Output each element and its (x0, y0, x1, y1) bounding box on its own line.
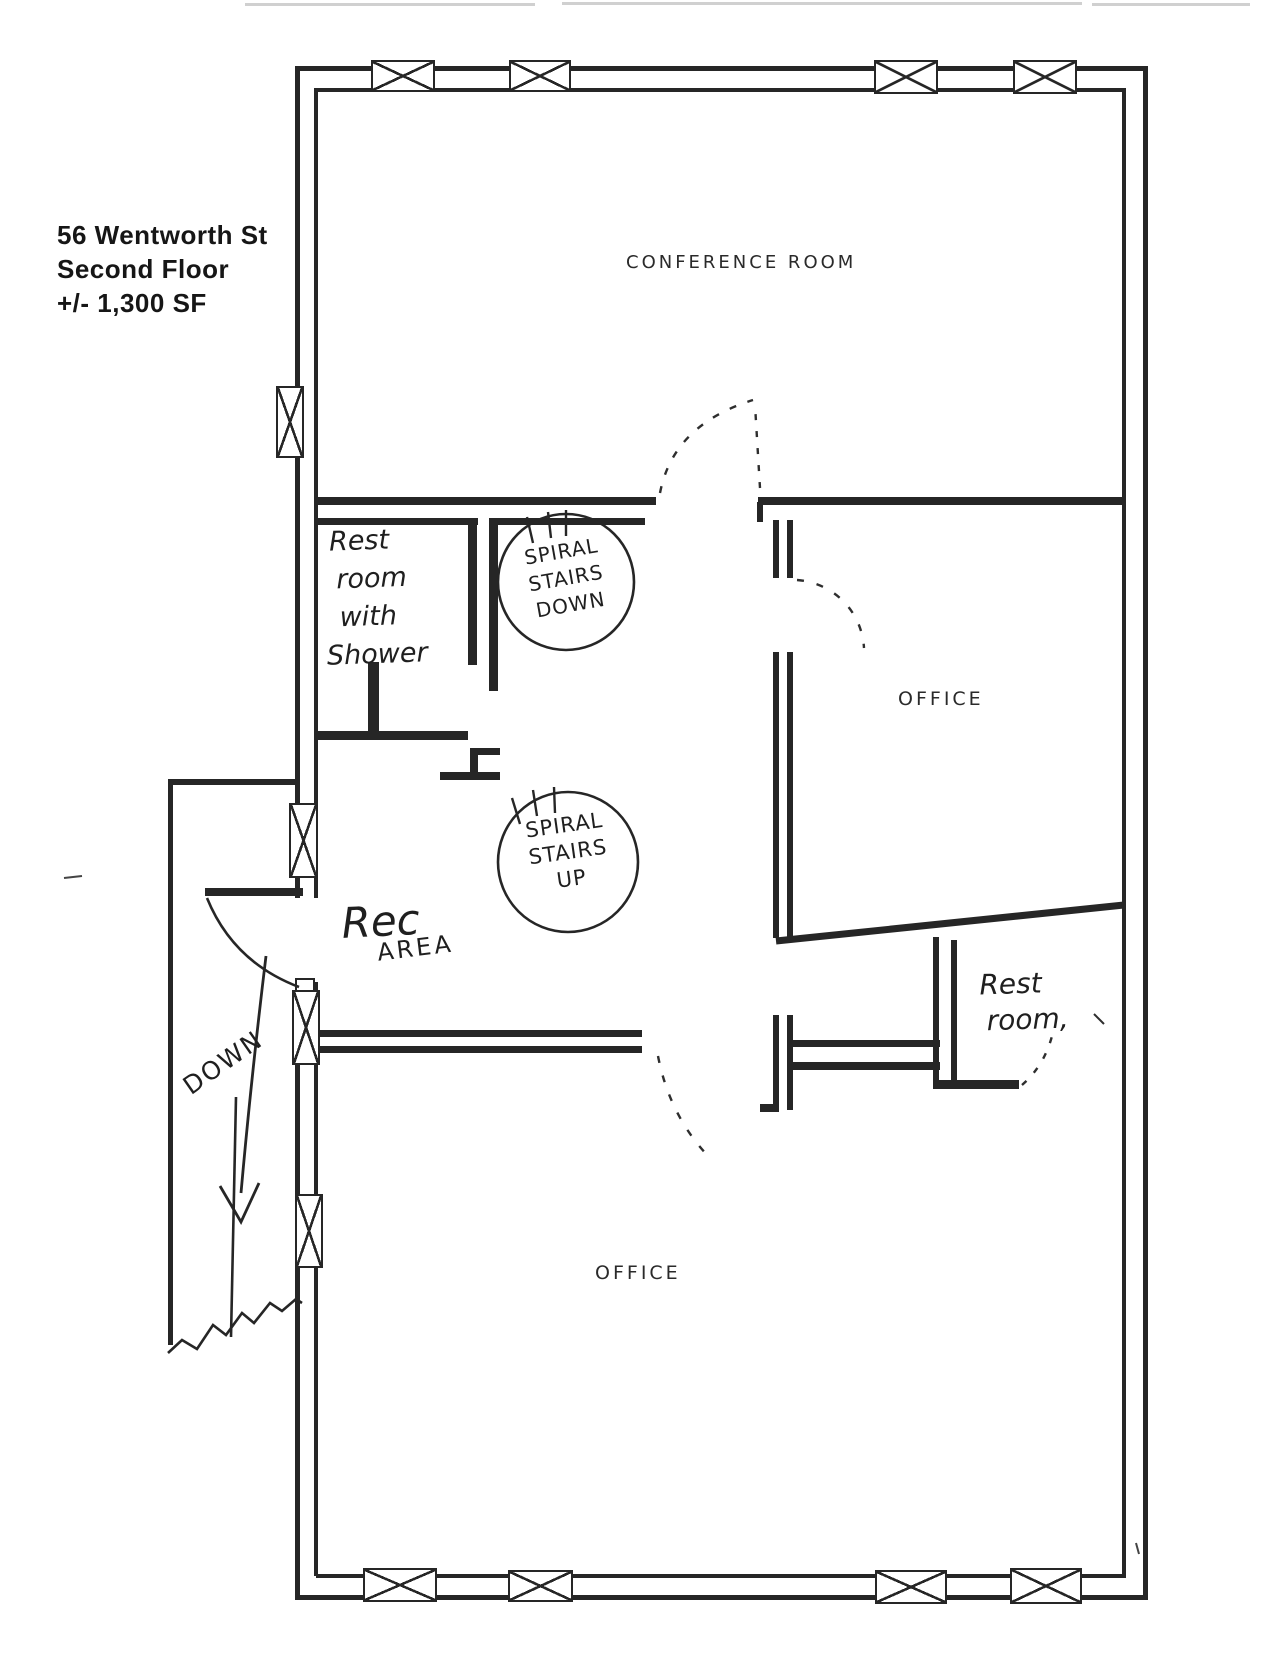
door-swing-conference (660, 400, 753, 493)
title-address: 56 Wentworth St (57, 220, 268, 250)
down-arrow-head (220, 1183, 259, 1222)
room-label-rec-area: Rec AREA (340, 894, 456, 967)
stray-mark (1094, 1014, 1104, 1024)
room-label-restroom-shower: Rest room with Shower (326, 524, 429, 672)
stray-mark (64, 876, 82, 878)
room-label-spiral-up: SPIRAL STAIRS UP (523, 807, 609, 893)
room-label-office-lower: OFFICE (595, 1262, 681, 1284)
room-label-restroom-right: Rest room, (978, 966, 1070, 1038)
break-line-zigzag (168, 1299, 302, 1353)
title-area: +/- 1,300 SF (57, 288, 207, 318)
stray-mark (1136, 1543, 1139, 1554)
door-leaf-conference (755, 405, 760, 488)
room-label-conference: CONFERENCE ROOM (626, 252, 857, 273)
title-floor: Second Floor (57, 254, 230, 284)
room-label-spiral-down: SPIRAL STAIRS DOWN (522, 533, 608, 623)
door-swing-annex (207, 898, 299, 987)
door-swing-office (797, 580, 864, 648)
title-block (57, 218, 268, 320)
stair-edge-line (231, 1097, 236, 1337)
door-swing-lower-office (658, 1056, 712, 1160)
down-arrow-shaft (241, 956, 266, 1193)
door-swing-restroom (1022, 1036, 1052, 1085)
room-label-office-upper: OFFICE (898, 688, 984, 710)
annotation-down: DOWN (177, 1024, 269, 1101)
wall-office-south (776, 905, 1124, 941)
